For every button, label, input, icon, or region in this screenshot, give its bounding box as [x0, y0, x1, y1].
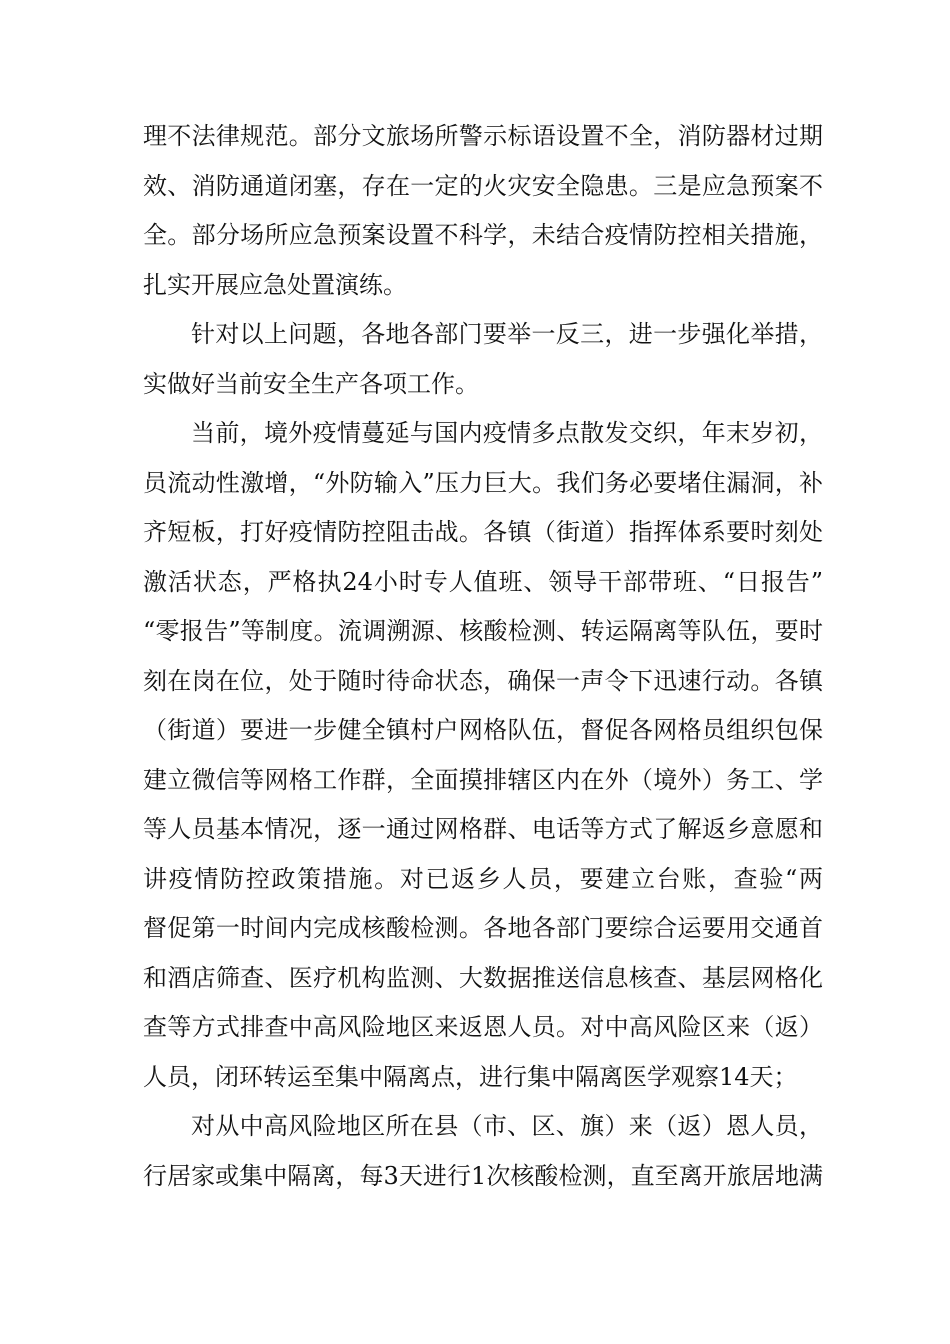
- text-line: 激活状态，严格执24小时专人值班、领导干部带班、“日报告”: [143, 567, 823, 596]
- text-line: 当前，境外疫情蔓延与国内疫情多点散发交织，年末岁初，: [191, 419, 823, 447]
- text-line: 理不法律规范。部分文旅场所警示标语设置不全，消防器材过期: [143, 122, 823, 150]
- text-line: 人员，闭环转运至集中隔离点，进行集中隔离医学观察14天；: [143, 1062, 798, 1091]
- text-line: 督促第一时间内完成核酸检测。各地各部门要综合运要用交通首: [143, 914, 823, 942]
- text-line: 等人员基本情况，逐一通过网格群、电话等方式了解返乡意愿和: [143, 815, 823, 843]
- text-line: 针对以上问题，各地各部门要举一反三，进一步强化举措，: [191, 320, 823, 348]
- text-line: 行居家或集中隔离，每3天进行1次核酸检测，直至离开旅居地满: [143, 1161, 823, 1190]
- text-line: 齐短板，打好疫情防控阻击战。各镇（街道）指挥体系要时刻处: [143, 518, 823, 546]
- text-line: “零报告”等制度。流调溯源、核酸检测、转运隔离等队伍，要时: [143, 617, 823, 645]
- text-line: 效、消防通道闭塞，存在一定的火灾安全隐患。三是应急预案不: [143, 171, 823, 200]
- text-line: 建立微信等网格工作群，全面摸排辖区内在外（境外）务工、学: [143, 765, 823, 794]
- text-line: 和酒店筛查、医疗机构监测、大数据推送信息核查、基层网格化: [143, 963, 823, 992]
- text-line: 全。部分场所应急预案设置不科学，未结合疫情防控相关措施，: [143, 221, 823, 249]
- text-line: 实做好当前安全生产各项工作。: [143, 369, 479, 398]
- body-text: [143, 112, 823, 1201]
- text-line: 对从中高风险地区所在县（市、区、旗）来（返）恩人员，: [191, 1112, 823, 1140]
- text-line: 扎实开展应急处置演练。: [143, 270, 407, 299]
- text-line: （街道）要进一步健全镇村户网格队伍，督促各网格员组织包保: [143, 716, 823, 744]
- text-line: 讲疫情防控政策措施。对已返乡人员，要建立台账，查验“两: [143, 864, 823, 893]
- text-line: 刻在岗在位，处于随时待命状态，确保一声令下迅速行动。各镇: [143, 666, 823, 695]
- text-line: 员流动性激增，“外防输入”压力巨大。我们务必要堵住漏洞，补: [143, 468, 823, 497]
- text-line: 查等方式排查中高风险地区来返恩人员。对中高风险区来（返）: [143, 1013, 823, 1041]
